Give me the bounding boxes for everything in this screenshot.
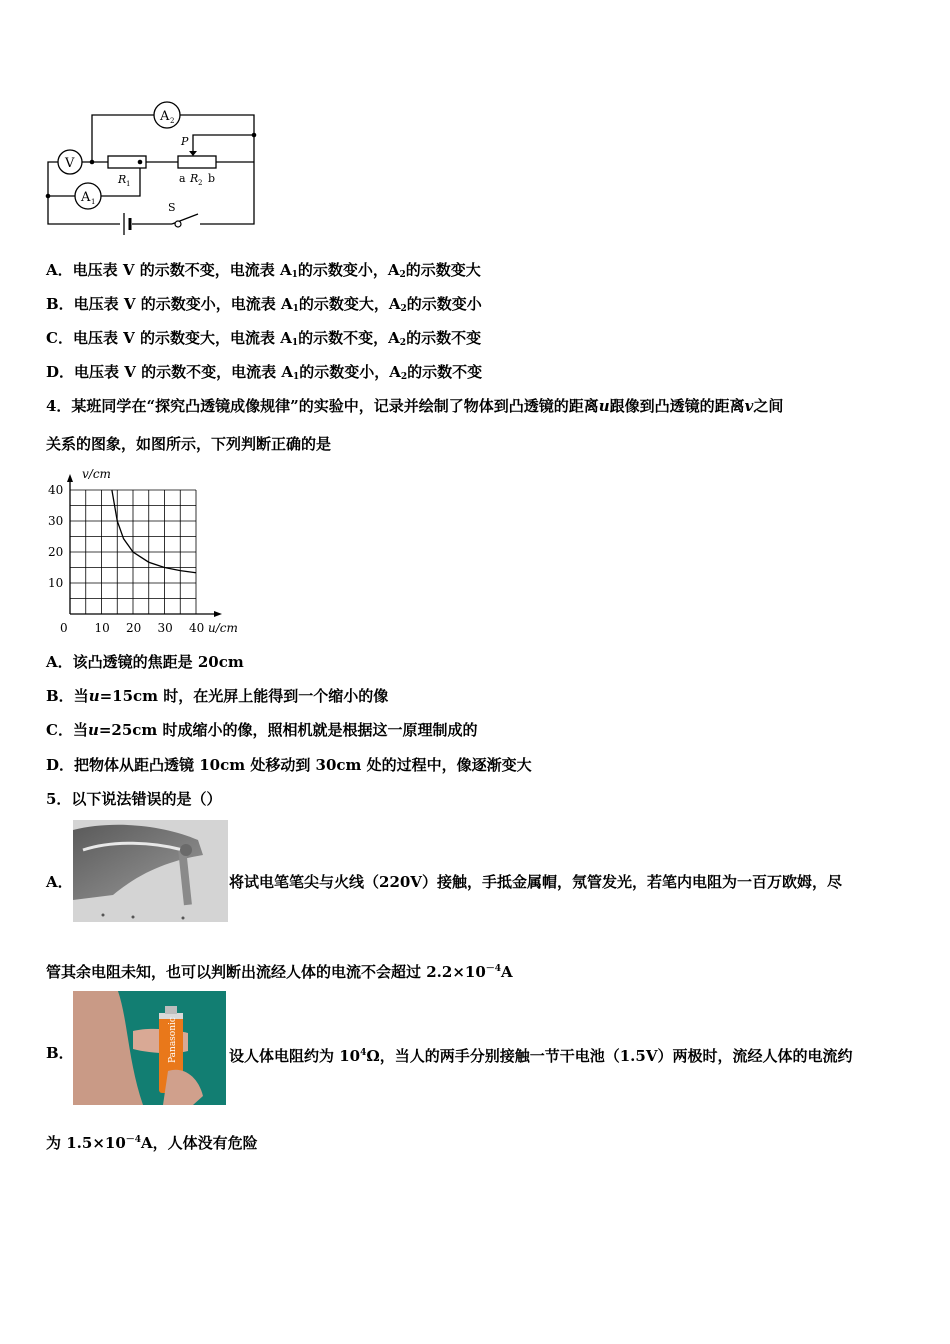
battery-photo (73, 991, 226, 1105)
y-tick-label: 20 (48, 545, 64, 559)
rheostat-r2-icon (178, 135, 216, 187)
lens-chart (40, 462, 250, 642)
svg-text:b: b (208, 172, 216, 185)
svg-text:1: 1 (126, 180, 131, 188)
q5-option-a-text-line1: 将试电笔笔尖与火线（220V）接触，手抵金属帽，氖管发光，若笔内电阻为一百万欧姆，尽 (229, 873, 842, 891)
battery-icon (124, 213, 130, 235)
q5-stem: 5．以下说法错误的是（） (46, 790, 222, 808)
svg-text:1: 1 (91, 198, 96, 206)
svg-text:S: S (168, 201, 176, 214)
q4-option-b: B．当u=15cm 时，在光屏上能得到一个缩小的像 (46, 687, 389, 705)
y-tick-label: 10 (48, 576, 64, 590)
q3-option-a: A．电压表 V 的示数不变，电流表 $A_1$的示数变小，$A_2$的示数变大 (46, 261, 481, 280)
q4-option-d: D．把物体从距凸透镜 10cm 处移动到 30cm 处的过程中，像逐渐变大 (46, 756, 532, 774)
q5-option-a-text-line2: 管其余电阻未知，也可以判断出流经人体的电流不会超过 $2.2\times 10^{-4}A$ (46, 963, 513, 981)
q5-option-b-text-line2: 为 $1.5\times 10^{-4}A$，人体没有危险 (46, 1134, 258, 1152)
svg-text:R: R (190, 172, 199, 185)
svg-text:a: a (179, 172, 186, 185)
svg-text:2: 2 (170, 117, 175, 125)
y-tick-label: 40 (48, 483, 64, 497)
y-tick-label: 30 (48, 514, 64, 528)
x-axis-arrow-icon (214, 611, 222, 617)
q3-option-d: D．电压表 V 的示数不变，电流表 $A_1$的示数变小，$A_2$的示数不变 (46, 363, 483, 382)
x-tick-label: 10 (94, 621, 110, 635)
q5-option-b-text-line1: 设人体电阻约为 $10^4\Omega$，当人的两手分别接触一节干电池（1.5V）两极时，流经人体的电流约 (229, 1047, 853, 1065)
x-axis-label: u/cm (208, 621, 238, 635)
battery-brand-text: Panasonic (168, 1017, 178, 1063)
voltmeter-icon (58, 150, 82, 174)
x-tick-label: 40 (189, 621, 205, 635)
svg-text:A: A (160, 109, 170, 124)
q5-option-a-label: A． (46, 873, 73, 891)
series-line (112, 490, 196, 573)
svg-text:A: A (81, 190, 91, 205)
svg-text:2: 2 (198, 179, 203, 187)
ammeter-a2-icon (154, 102, 180, 128)
test-pen-photo (73, 820, 228, 922)
svg-text:R: R (118, 173, 127, 186)
y-axis-label: v/cm (82, 467, 111, 481)
q4-stem-line2: 关系的图象，如图所示，下列判断正确的是 (46, 435, 332, 453)
circuit-diagram (40, 95, 270, 245)
ammeter-a1-icon (75, 183, 101, 209)
q4-option-c: C．当u=25cm 时成缩小的像，照相机就是根据这一原理制成的 (46, 721, 478, 739)
q3-option-c: C．电压表 V 的示数变大，电流表 $A_1$的示数不变，$A_2$的示数不变 (46, 329, 482, 348)
q4-stem-line1: 4．某班同学在“探究凸透镜成像规律”的实验中，记录并绘制了物体到凸透镜的距离u跟像到凸透镜的距离v之间 (46, 397, 784, 415)
svg-text:V: V (65, 156, 75, 171)
x-tick-label: 30 (157, 621, 173, 635)
q4-option-a: A．该凸透镜的焦距是 20cm (46, 653, 244, 671)
q5-option-b-label: B． (46, 1044, 74, 1062)
y-axis-arrow-icon (67, 474, 73, 482)
x-tick-label: 20 (126, 621, 142, 635)
svg-text:P: P (181, 135, 189, 148)
q3-option-b: B．电压表 V 的示数变小，电流表 $A_1$的示数变大，$A_2$的示数变小 (46, 295, 482, 314)
x-tick-label: 0 (60, 621, 68, 635)
